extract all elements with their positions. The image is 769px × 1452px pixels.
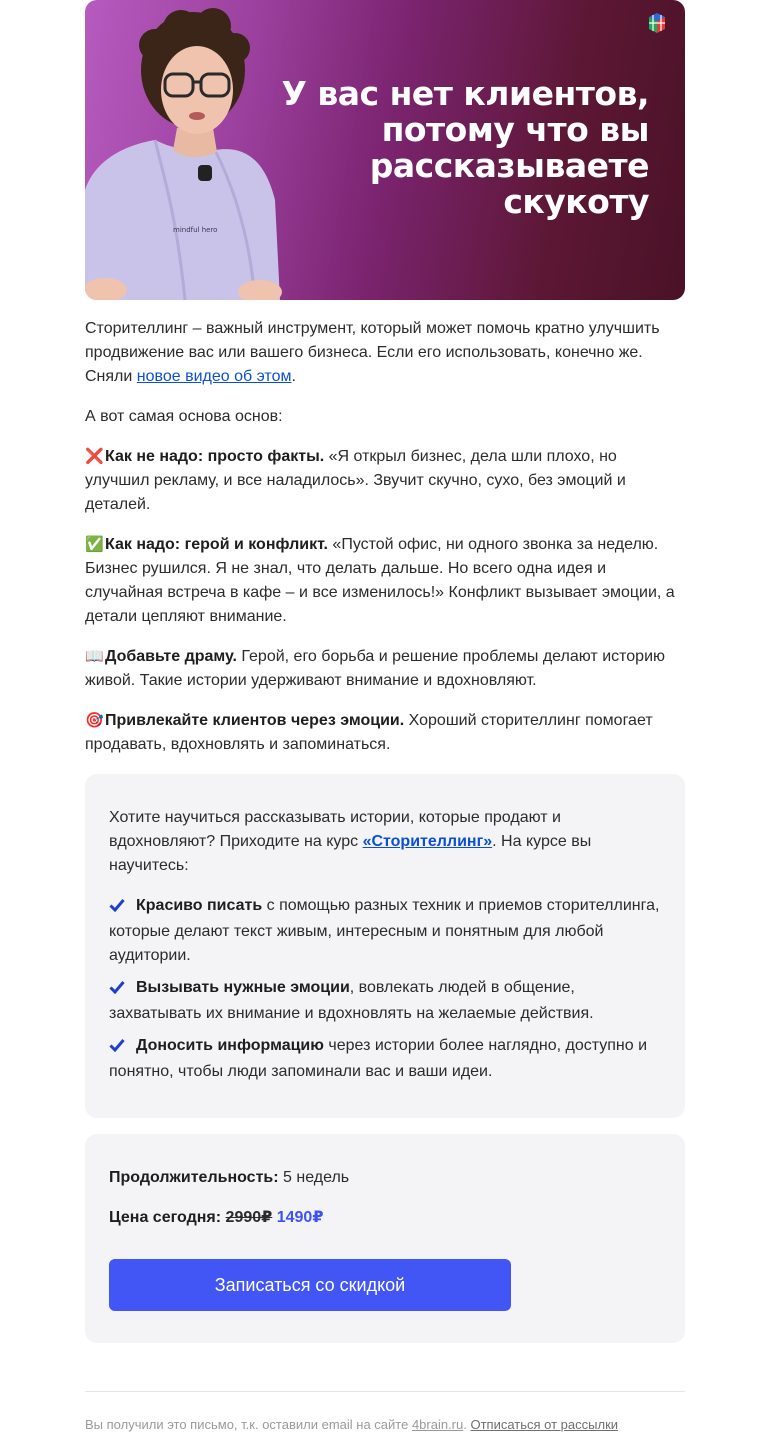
list-item: Красиво писать с помощью разных техник и приемов сторителлинга, которые делают текст живым, интересным и понятным для любой аудитории. — [109, 897, 660, 964]
unsubscribe-link[interactable]: Отписаться от рассылки — [470, 1417, 619, 1432]
open-book-icon: 📖 — [85, 648, 104, 665]
course-info-box — [85, 774, 685, 1118]
enroll-discount-button[interactable]: Записаться со скидкой — [109, 1259, 511, 1311]
intro-paragraph: Сторителлинг – важный инструмент, который может помочь кратно улучшить продвижение вас или вашего бизнеса. Если его использовать, конечно же. Сняли новое видео об этом. — [85, 320, 660, 385]
site-link[interactable]: 4brain.ru — [411, 1417, 464, 1432]
basics-heading: А вот самая основа основ: — [85, 408, 283, 425]
point-emotions: 🎯Привлекайте клиентов через эмоции. Хороший сторителлинг помогает продавать, вдохновлять и запоминаться. — [85, 709, 685, 757]
checkmark-icon — [109, 978, 136, 1002]
point-add-drama: 📖Добавьте драму. Герой, его борьба и решение проблемы делают историю живой. Такие истории удерживают внимание и вдохновляют. — [85, 645, 685, 693]
shirt-text: mindful hero — [173, 226, 218, 234]
hero-title-line: потому что вы — [381, 110, 649, 149]
footer-note: Вы получили это письмо, т.к. оставили email на сайте 4brain.ru. Отписаться от рассылки — [85, 1417, 619, 1432]
duration-value: 5 недель — [278, 1169, 350, 1186]
cross-mark-icon: ❌ — [85, 448, 104, 465]
email-body — [85, 0, 685, 1434]
point-hero-conflict: ✅Как надо: герой и конфликт. «Пустой офис, ни одного звонка за неделю. Бизнес рушился. Я не знал, что делать дальше. Но всего одна идея и случайная встреча в кафе – и все изменилось!» Конфликт вызывает эмоции, а детали цепляют внимание. — [85, 533, 685, 629]
price-row — [109, 1206, 661, 1230]
list-item: Доносить информацию через истории более наглядно, доступно и понятно, чтобы люди запоминали вас и ваши идеи. — [109, 1037, 648, 1080]
hero-title-line: У вас нет клиентов, — [281, 74, 649, 113]
old-price: 2990₽ — [225, 1209, 273, 1226]
hero-title-line: рассказываете — [369, 146, 649, 185]
hero-title-line: скукоту — [503, 182, 649, 221]
footer-divider — [85, 1391, 685, 1392]
offer-box — [85, 1134, 685, 1343]
hero-banner[interactable] — [85, 0, 685, 300]
new-price: 1490₽ — [276, 1209, 324, 1226]
benefits-list — [109, 894, 661, 1084]
hero-title — [269, 76, 649, 220]
checkmark-icon — [109, 896, 136, 920]
check-mark-icon: ✅ — [85, 536, 104, 553]
price-label: Цена сегодня: — [109, 1209, 222, 1226]
brand-logo-icon — [645, 11, 669, 35]
list-item: Вызывать нужные эмоции, вовлекать людей в общение, захватывать их внимание и вдохновлять на желаемые действия. — [109, 979, 594, 1022]
course-link[interactable]: «Сторителлинг» — [362, 833, 493, 850]
duration-label: Продолжительность: — [109, 1169, 279, 1186]
target-icon: 🎯 — [85, 712, 104, 729]
new-video-link[interactable]: новое видео об этом — [136, 368, 292, 385]
duration-row — [109, 1166, 661, 1190]
checkmark-icon — [109, 1036, 136, 1060]
course-intro: Хотите научиться рассказывать истории, которые продают и вдохновляют? Приходите на курс «Сторителлинг». На курсе вы научитесь: — [109, 809, 592, 874]
point-no-facts: ❌Как не надо: просто факты. «Я открыл бизнес, дела шли плохо, но улучшил рекламу, и все наладилось». Звучит скучно, сухо, без эмоций и деталей. — [85, 445, 685, 517]
